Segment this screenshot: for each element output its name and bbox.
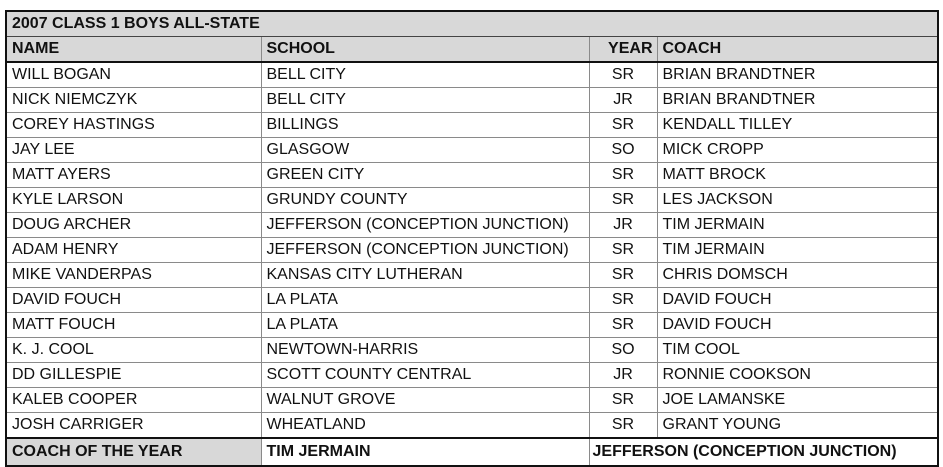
coach-name: CHRIS DOMSCH [657, 263, 938, 288]
player-name: KALEB COOPER [6, 388, 261, 413]
coach-name: MICK CROPP [657, 138, 938, 163]
player-name: MATT AYERS [6, 163, 261, 188]
player-name: NICK NIEMCZYK [6, 88, 261, 113]
player-name: KYLE LARSON [6, 188, 261, 213]
coach-of-year-label: COACH OF THE YEAR [6, 438, 261, 466]
class-year: JR [589, 363, 657, 388]
title-row [6, 11, 938, 37]
header-row [6, 37, 938, 63]
coach-name: GRANT YOUNG [657, 413, 938, 439]
player-name: JAY LEE [6, 138, 261, 163]
table-row [6, 138, 938, 163]
table-row [6, 163, 938, 188]
school-name: WHEATLAND [261, 413, 589, 439]
table-title: 2007 CLASS 1 BOYS ALL-STATE [6, 11, 938, 37]
class-year: JR [589, 88, 657, 113]
coach-of-year-row [6, 438, 938, 466]
player-name: COREY HASTINGS [6, 113, 261, 138]
school-name: SCOTT COUNTY CENTRAL [261, 363, 589, 388]
table-row [6, 62, 938, 88]
table-row [6, 188, 938, 213]
table-row [6, 88, 938, 113]
table-row [6, 288, 938, 313]
coach-of-year-name: TIM JERMAIN [261, 438, 589, 466]
coach-name: DAVID FOUCH [657, 288, 938, 313]
class-year: SR [589, 388, 657, 413]
header-school: SCHOOL [261, 37, 589, 63]
school-name: GLASGOW [261, 138, 589, 163]
coach-name: JOE LAMANSKE [657, 388, 938, 413]
player-name: MATT FOUCH [6, 313, 261, 338]
class-year: SR [589, 163, 657, 188]
player-name: DAVID FOUCH [6, 288, 261, 313]
class-year: SR [589, 288, 657, 313]
coach-name: RONNIE COOKSON [657, 363, 938, 388]
player-name: DOUG ARCHER [6, 213, 261, 238]
table-row [6, 113, 938, 138]
school-name: BELL CITY [261, 88, 589, 113]
table-row [6, 213, 938, 238]
class-year: SR [589, 263, 657, 288]
coach-name: TIM COOL [657, 338, 938, 363]
coach-name: BRIAN BRANDTNER [657, 62, 938, 88]
header-year: YEAR [589, 37, 657, 63]
coach-name: DAVID FOUCH [657, 313, 938, 338]
player-name: K. J. COOL [6, 338, 261, 363]
school-name: WALNUT GROVE [261, 388, 589, 413]
player-name: WILL BOGAN [6, 62, 261, 88]
table-row [6, 238, 938, 263]
class-year: SO [589, 338, 657, 363]
class-year: JR [589, 213, 657, 238]
coach-of-year-school: JEFFERSON (CONCEPTION JUNCTION) [589, 438, 938, 466]
coach-name: KENDALL TILLEY [657, 113, 938, 138]
header-coach: COACH [657, 37, 938, 63]
player-name: ADAM HENRY [6, 238, 261, 263]
school-name: BILLINGS [261, 113, 589, 138]
class-year: SR [589, 188, 657, 213]
header-name: NAME [6, 37, 261, 63]
coach-name: TIM JERMAIN [657, 238, 938, 263]
school-name: JEFFERSON (CONCEPTION JUNCTION) [261, 238, 589, 263]
school-name: GREEN CITY [261, 163, 589, 188]
school-name: LA PLATA [261, 313, 589, 338]
table-row [6, 388, 938, 413]
school-name: KANSAS CITY LUTHERAN [261, 263, 589, 288]
table-row [6, 338, 938, 363]
class-year: SO [589, 138, 657, 163]
class-year: SR [589, 62, 657, 88]
class-year: SR [589, 313, 657, 338]
class-year: SR [589, 413, 657, 439]
coach-name: LES JACKSON [657, 188, 938, 213]
school-name: NEWTOWN-HARRIS [261, 338, 589, 363]
coach-name: MATT BROCK [657, 163, 938, 188]
player-name: MIKE VANDERPAS [6, 263, 261, 288]
table-row [6, 313, 938, 338]
table-row [6, 413, 938, 439]
coach-name: BRIAN BRANDTNER [657, 88, 938, 113]
school-name: BELL CITY [261, 62, 589, 88]
player-rows [6, 62, 938, 438]
coach-name: TIM JERMAIN [657, 213, 938, 238]
table-row [6, 363, 938, 388]
class-year: SR [589, 113, 657, 138]
school-name: LA PLATA [261, 288, 589, 313]
player-name: JOSH CARRIGER [6, 413, 261, 439]
class-year: SR [589, 238, 657, 263]
school-name: GRUNDY COUNTY [261, 188, 589, 213]
player-name: DD GILLESPIE [6, 363, 261, 388]
all-state-table [5, 10, 939, 467]
table-row [6, 263, 938, 288]
school-name: JEFFERSON (CONCEPTION JUNCTION) [261, 213, 589, 238]
